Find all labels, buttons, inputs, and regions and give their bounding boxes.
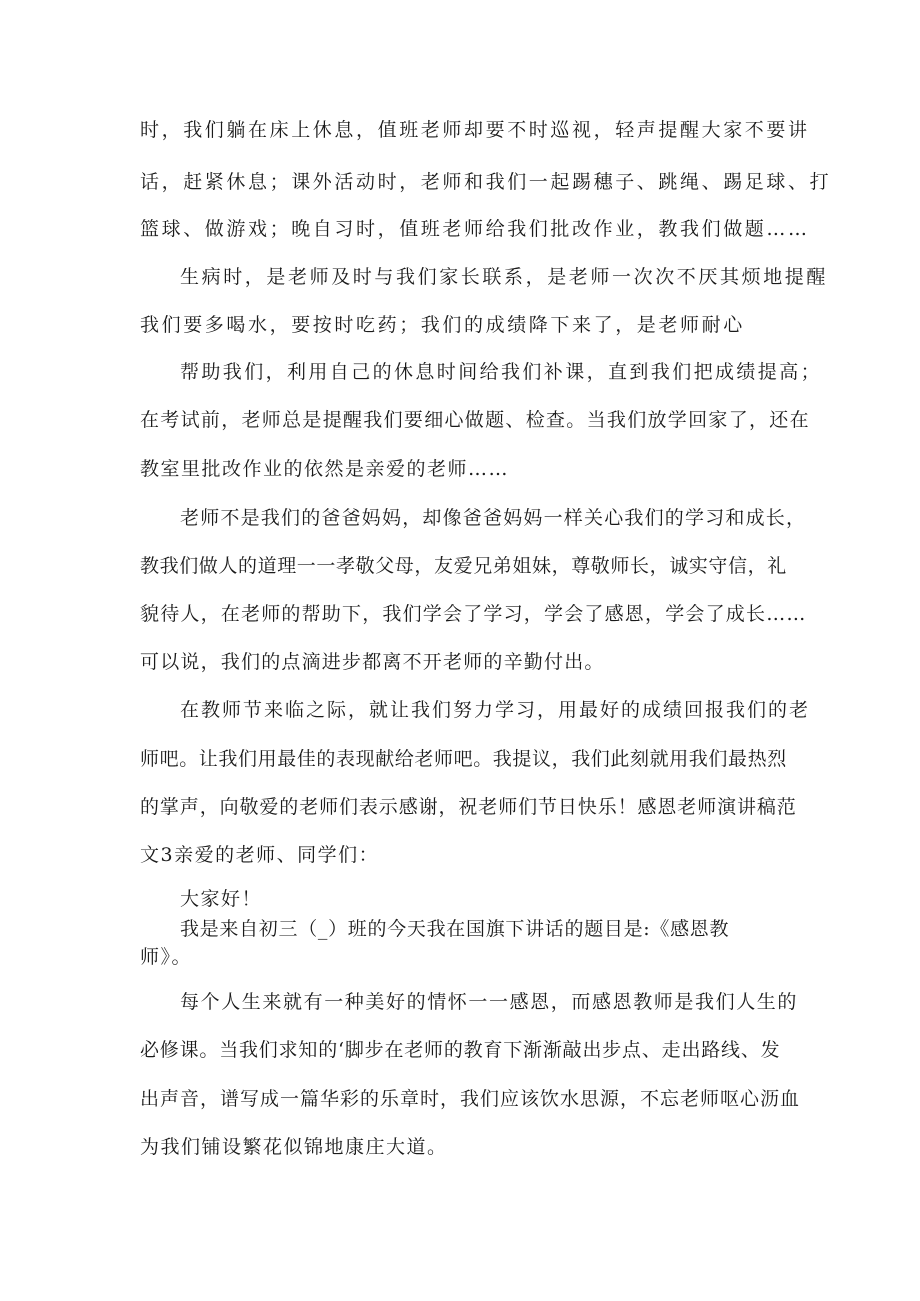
text-line: 文3亲爱的老师、同学们： — [140, 844, 380, 866]
text-line: 篮球、做游戏；晚自习时，值班老师给我们批改作业，教我们做题…… — [140, 218, 810, 240]
text-line: 教室里批改作业的依然是亲爱的老师…… — [140, 458, 510, 480]
text-line: 教我们做人的道理一一孝敬父母，友爱兄弟姐妹，尊敬师长，诚实守信，礼 — [140, 555, 787, 577]
text-line: 出声音，谱写成一篇华彩的乐章时，我们应该饮水思源，不忘老师呕心沥血 — [140, 1088, 801, 1110]
text-line: 帮助我们，利用自己的休息时间给我们补课，直到我们把成绩提高； — [180, 361, 823, 383]
text-line: 话，赶紧休息；课外活动时，老师和我们一起踢穗子、跳绳、踢足球、打 — [140, 171, 832, 193]
text-line: 师吧。让我们用最佳的表现献给老师吧。我提议，我们此刻就用我们最热烈 — [140, 748, 787, 770]
text-line: 在考试前，老师总是提醒我们要细心做题、检查。当我们放学回家了，还在 — [140, 409, 810, 431]
text-line: 为我们铺设繁花似锦地康庄大道。 — [140, 1136, 448, 1158]
text-line: 我们要多喝水，要按时吃药；我们的成绩降下来了，是老师耐心 — [140, 314, 745, 336]
text-line: 师》。 — [140, 946, 193, 968]
text-line: 在教师节来临之际，就让我们努力学习，用最好的成绩回报我们的老 — [180, 699, 811, 721]
text-line: 每个人生来就有一种美好的情怀一一感恩，而感恩教师是我们人生的 — [180, 991, 799, 1013]
text-line: 时，我们躺在床上休息，值班老师却要不时巡视，轻声提醒大家不要讲 — [140, 119, 810, 141]
text-line: 可以说，我们的点滴进步都离不开老师的辛勤付出。 — [140, 651, 605, 673]
text-line: 生病时，是老师及时与我们家长联系，是老师一次次不厌其烦地提醒 — [180, 266, 829, 288]
text-line: 貌待人，在老师的帮助下，我们学会了学习，学会了感恩，学会了成长…… — [140, 603, 807, 625]
text-line: 我是来自初三（_）班的今天我在国旗下讲话的题目是:《感恩教 — [180, 918, 730, 940]
text-line: 老师不是我们的爸爸妈妈，却像爸爸妈妈一样关心我们的学习和成长， — [180, 507, 807, 529]
text-line: 必修课。当我们求知的‘脚步在老师的教育下渐渐敲出步点、走出路线、发 — [140, 1039, 781, 1061]
text-line: 的掌声，向敬爱的老师们表示感谢，祝老师们节日快乐！感恩老师演讲稿范 — [140, 796, 797, 818]
text-line: 大家好！ — [180, 888, 263, 910]
